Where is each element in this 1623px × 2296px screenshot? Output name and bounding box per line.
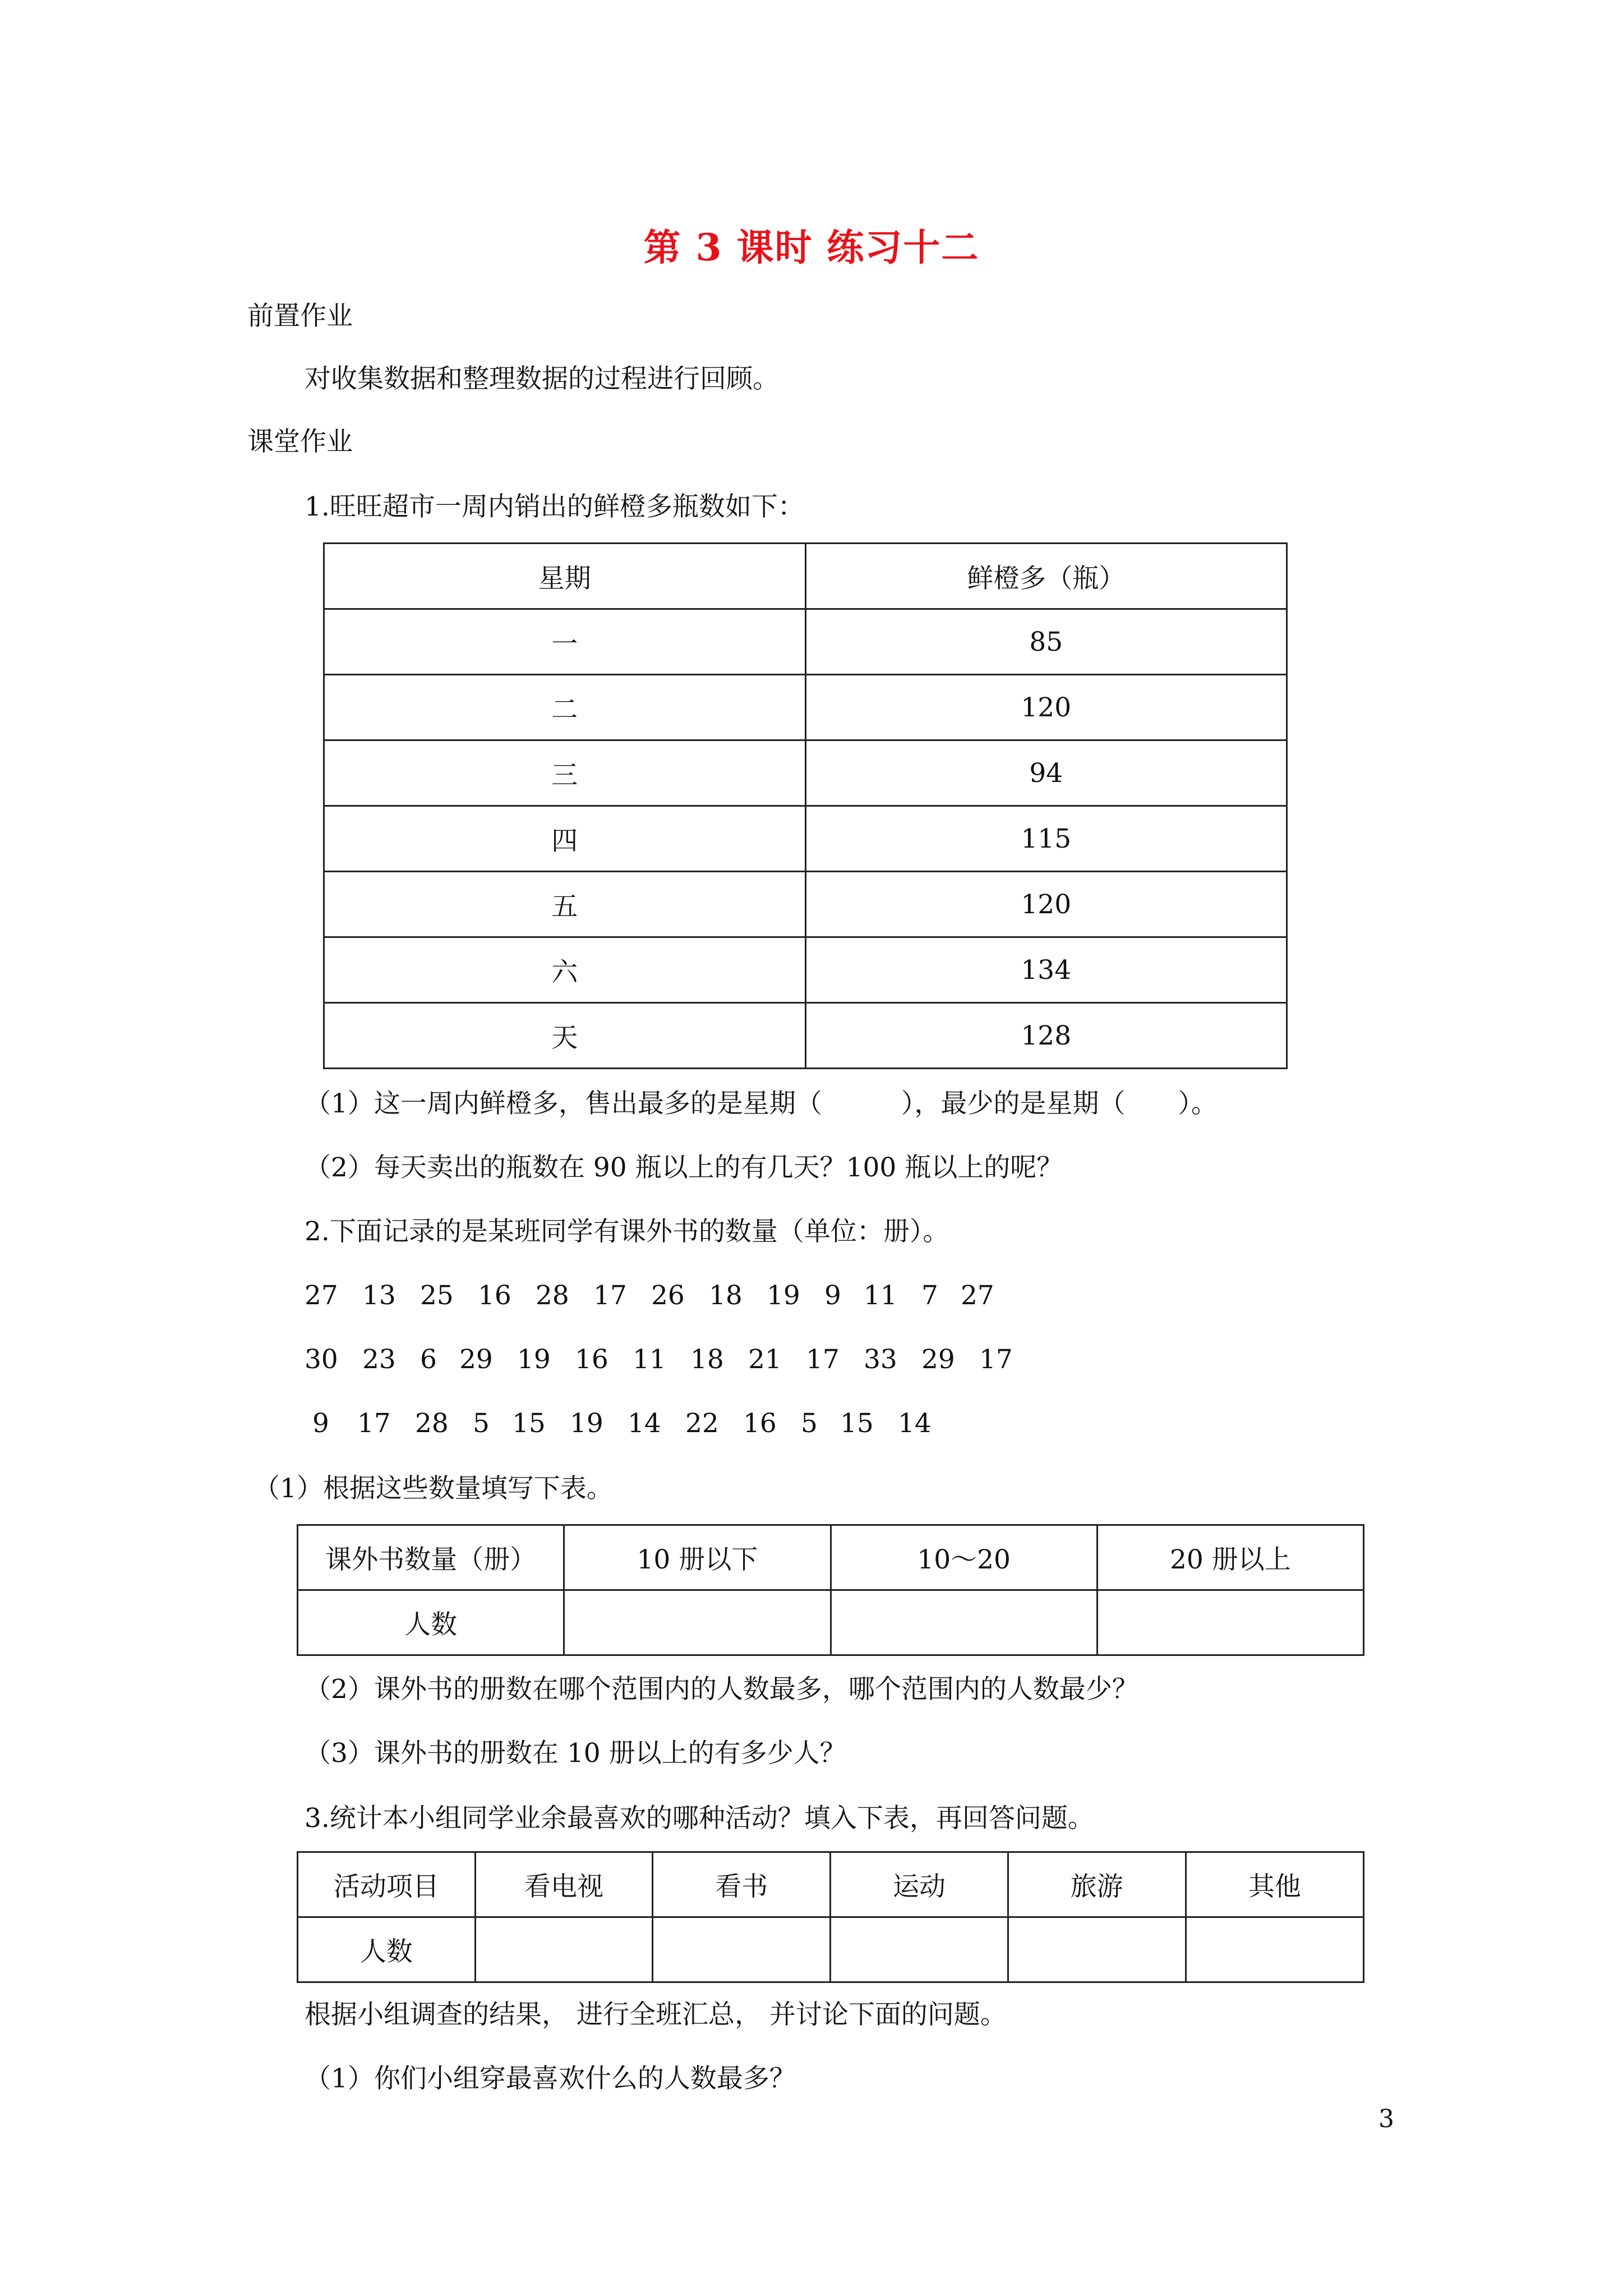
number-item: 21 xyxy=(748,1344,782,1375)
answer-cell xyxy=(831,1590,1097,1655)
table-row xyxy=(324,609,1287,675)
number-item: 27 xyxy=(961,1280,994,1311)
number-row-3 xyxy=(312,1407,956,1441)
cell-day: 天 xyxy=(324,1003,806,1069)
header-travel: 旅游 xyxy=(1008,1852,1186,1917)
cell-day: 六 xyxy=(324,937,806,1003)
table-row xyxy=(298,1917,1364,1982)
number-item: 33 xyxy=(864,1344,897,1375)
section-heading-class: 课堂作业 xyxy=(247,426,353,457)
q2-prompt: 2.下面记录的是某班同学有课外书的数量（单位：册）。 xyxy=(305,1216,949,1247)
row-label-people: 人数 xyxy=(298,1917,476,1982)
answer-cell xyxy=(653,1917,831,1982)
table-row xyxy=(324,740,1287,806)
number-item: 14 xyxy=(628,1408,661,1439)
cell-day: 五 xyxy=(324,872,806,937)
number-item: 5 xyxy=(801,1408,818,1439)
cell-value: 120 xyxy=(805,872,1287,937)
header-weekday: 星期 xyxy=(324,544,806,609)
answer-cell xyxy=(475,1917,653,1982)
cell-value: 94 xyxy=(805,740,1287,806)
table-row xyxy=(324,675,1287,740)
cell-value: 128 xyxy=(805,1003,1287,1069)
cell-day: 三 xyxy=(324,740,806,806)
table-row xyxy=(324,1003,1287,1069)
number-item: 16 xyxy=(575,1344,608,1375)
table-row xyxy=(298,1590,1364,1655)
q1-table xyxy=(323,542,1288,1069)
number-item: 18 xyxy=(690,1344,724,1375)
q1-prompt: 1.旺旺超市一周内销出的鲜橙多瓶数如下： xyxy=(305,491,804,522)
answer-cell xyxy=(564,1590,831,1655)
number-row-1 xyxy=(305,1279,1018,1313)
number-item: 11 xyxy=(633,1344,666,1375)
cell-day: 一 xyxy=(324,609,806,675)
header-activity: 活动项目 xyxy=(298,1852,476,1917)
number-item: 17 xyxy=(979,1344,1013,1375)
cell-day: 二 xyxy=(324,675,806,740)
cell-value: 134 xyxy=(805,937,1287,1003)
number-item: 19 xyxy=(767,1280,800,1311)
q2-table xyxy=(297,1524,1364,1656)
page-title: 第 3 课时 练习十二 xyxy=(643,226,980,269)
number-item: 22 xyxy=(685,1408,719,1439)
q3-prompt: 3.统计本小组同学业余最喜欢的哪种活动？填入下表，再回答问题。 xyxy=(305,1803,1094,1834)
header-sports: 运动 xyxy=(831,1852,1008,1917)
number-item: 16 xyxy=(478,1280,511,1311)
number-item: 23 xyxy=(362,1344,396,1375)
q2-sub3: （3）课外书的册数在 10 册以上的有多少人？ xyxy=(305,1738,846,1769)
number-item: 18 xyxy=(709,1280,743,1311)
number-item: 19 xyxy=(517,1344,551,1375)
number-item: 7 xyxy=(921,1280,938,1311)
number-item: 16 xyxy=(743,1408,777,1439)
number-item: 25 xyxy=(420,1280,454,1311)
number-item: 11 xyxy=(864,1280,897,1311)
cell-value: 85 xyxy=(805,609,1287,675)
cell-value: 120 xyxy=(805,675,1287,740)
number-item: 9 xyxy=(312,1408,329,1439)
number-item: 17 xyxy=(593,1280,627,1311)
answer-cell xyxy=(1186,1917,1363,1982)
table-header-row xyxy=(324,544,1287,609)
header-10-20: 10～20 xyxy=(831,1525,1097,1590)
page-number: 3 xyxy=(1378,2105,1394,2133)
pre-homework-text: 对收集数据和整理数据的过程进行回顾。 xyxy=(305,364,779,394)
row-label-people: 人数 xyxy=(298,1590,564,1655)
q3-sub1: （1）你们小组穿最喜欢什么的人数最多？ xyxy=(305,2063,796,2094)
table-row xyxy=(324,872,1287,937)
number-item: 17 xyxy=(806,1344,840,1375)
q3-table xyxy=(297,1851,1364,1983)
cell-value: 115 xyxy=(805,806,1287,872)
table-header-row xyxy=(298,1525,1364,1590)
number-row-2 xyxy=(305,1343,1037,1377)
number-item: 13 xyxy=(362,1280,396,1311)
q3-summary: 根据小组调查的结果， 进行全班汇总， 并讨论下面的问题。 xyxy=(305,1999,1007,2030)
number-item: 29 xyxy=(921,1344,955,1375)
header-under-10: 10 册以下 xyxy=(564,1525,831,1590)
number-item: 17 xyxy=(357,1408,391,1439)
number-item: 19 xyxy=(570,1408,603,1439)
answer-cell xyxy=(1008,1917,1186,1982)
number-item: 9 xyxy=(824,1280,841,1311)
number-item: 6 xyxy=(420,1344,437,1375)
number-item: 30 xyxy=(305,1344,338,1375)
header-book-count: 课外书数量（册） xyxy=(298,1525,564,1590)
header-bottles: 鲜橙多（瓶） xyxy=(805,544,1287,609)
number-item: 26 xyxy=(651,1280,685,1311)
number-item: 29 xyxy=(459,1344,493,1375)
table-row xyxy=(324,806,1287,872)
number-item: 15 xyxy=(840,1408,874,1439)
header-tv: 看电视 xyxy=(475,1852,653,1917)
number-item: 5 xyxy=(473,1408,490,1439)
q2-sub1: （1）根据这些数量填写下表。 xyxy=(253,1473,613,1504)
number-item: 14 xyxy=(898,1408,932,1439)
section-heading-pre: 前置作业 xyxy=(247,301,353,332)
q1-sub1: （1）这一周内鲜橙多，售出最多的是星期（ ），最少的是星期（ ）。 xyxy=(305,1088,1218,1119)
answer-cell xyxy=(1097,1590,1363,1655)
q2-sub2: （2）课外书的册数在哪个范围内的人数最多，哪个范围内的人数最少？ xyxy=(305,1674,1138,1705)
q1-sub2: （2）每天卖出的瓶数在 90 瓶以上的有几天？100 瓶以上的呢？ xyxy=(305,1152,1063,1183)
table-header-row xyxy=(298,1852,1364,1917)
number-item: 27 xyxy=(305,1280,338,1311)
header-reading: 看书 xyxy=(653,1852,831,1917)
number-item: 28 xyxy=(536,1280,569,1311)
answer-cell xyxy=(831,1917,1008,1982)
number-item: 15 xyxy=(512,1408,546,1439)
table-row xyxy=(324,937,1287,1003)
cell-day: 四 xyxy=(324,806,806,872)
header-over-20: 20 册以上 xyxy=(1097,1525,1363,1590)
header-other: 其他 xyxy=(1186,1852,1363,1917)
number-item: 28 xyxy=(415,1408,449,1439)
